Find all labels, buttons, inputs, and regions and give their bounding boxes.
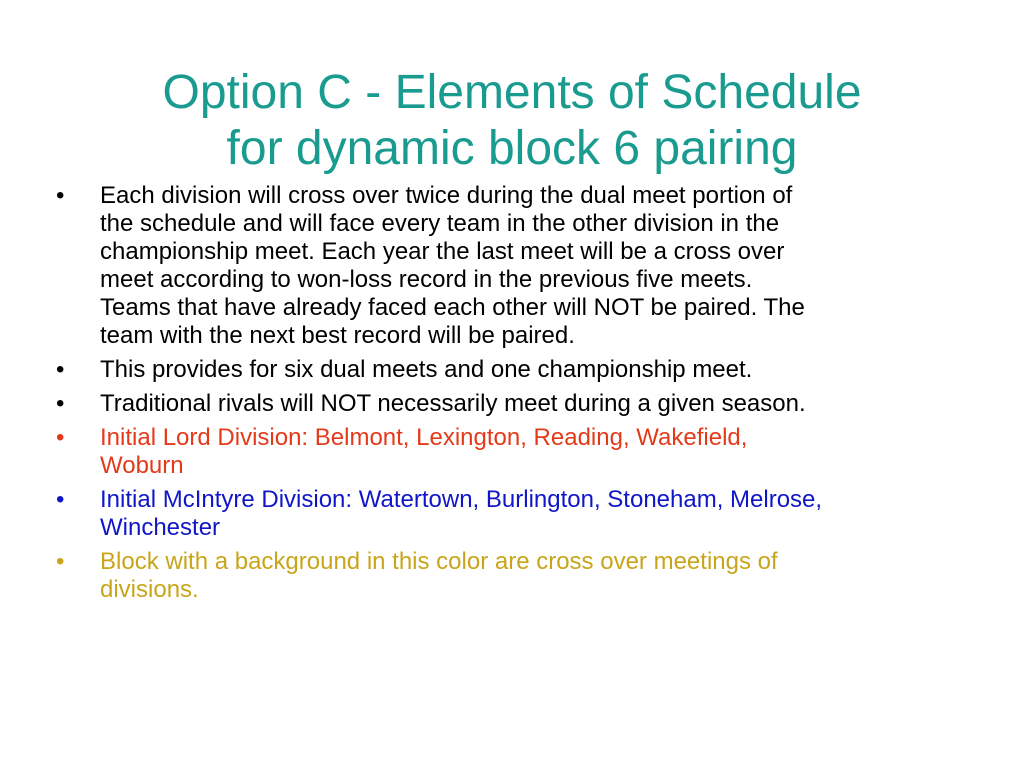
bullet-marker: •	[56, 486, 65, 513]
bullet-traditional-rivals	[56, 390, 966, 418]
slide-title	[40, 65, 984, 177]
bullet-six-dual-meets	[56, 356, 966, 384]
bullet-line: the schedule and will face every team in the other division in the	[100, 210, 780, 237]
bullet-crossover-color-legend	[56, 548, 966, 604]
bullet-marker: •	[56, 182, 65, 209]
bullet-marker: •	[56, 390, 65, 417]
bullet-mcintyre-division	[56, 486, 966, 542]
bullet-line: Teams that have already faced each other will NOT be paired. The	[100, 294, 805, 321]
bullet-line: championship meet. Each year the last meet will be a cross over	[100, 238, 785, 265]
bullet-list	[56, 182, 966, 610]
bullet-line: meet according to won-loss record in the previous five meets.	[100, 266, 753, 293]
bullet-crossover-rules	[56, 182, 966, 350]
bullet-line: Winchester	[100, 514, 221, 541]
bullet-line: Woburn	[100, 452, 184, 479]
bullet-line: Block with a background in this color are cross over meetings of	[100, 548, 778, 575]
bullet-line: Initial Lord Division: Belmont, Lexington, Reading, Wakefield,	[100, 424, 748, 451]
bullet-line: divisions.	[100, 576, 199, 603]
title-line-2: for dynamic block 6 pairing	[226, 122, 798, 176]
bullet-marker: •	[56, 548, 65, 575]
bullet-marker: •	[56, 356, 65, 383]
bullet-marker: •	[56, 424, 65, 451]
bullet-line: Each division will cross over twice during the dual meet portion of	[100, 182, 793, 209]
title-line-1: Option C - Elements of Schedule	[162, 66, 862, 120]
bullet-line: Initial McIntyre Division: Watertown, Burlington, Stoneham, Melrose,	[100, 486, 823, 513]
bullet-lord-division	[56, 424, 966, 480]
bullet-line: team with the next best record will be paired.	[100, 322, 575, 349]
bullet-line: This provides for six dual meets and one championship meet.	[100, 356, 753, 383]
bullet-line: Traditional rivals will NOT necessarily meet during a given season.	[100, 390, 806, 417]
